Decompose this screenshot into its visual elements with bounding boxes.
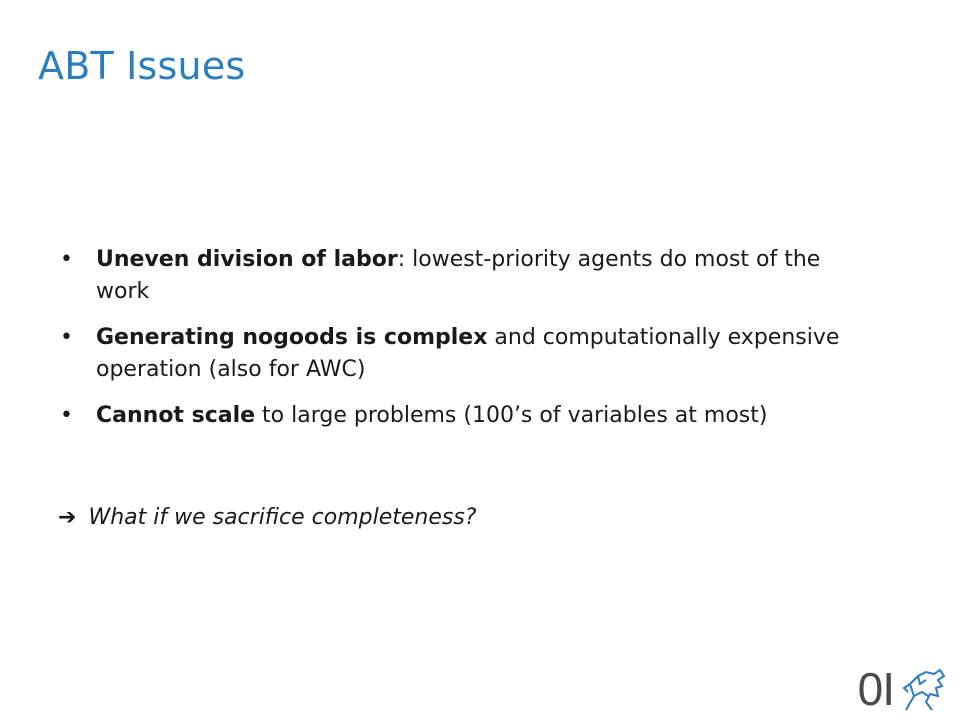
bullet-icon: • [60,325,73,350]
bullet-text: to large problems (100’s of variables at most) [255,403,768,428]
bullet-item [58,244,878,308]
bullet-item [58,322,878,386]
bullet-emphasis: Generating nogoods is complex [96,325,488,350]
bullet-icon: • [60,403,73,428]
slide-title: ABT Issues [38,44,246,88]
slide-content [58,244,878,446]
lion-logo-icon [900,666,948,712]
bullet-emphasis: Uneven division of labor [96,247,398,272]
bullet-text: : lowest-priority agents do most of the work [96,247,821,304]
bullet-text: and computationally expensive operation (also for AWC) [96,325,840,382]
bullet-list [58,244,878,432]
institution-logo [857,663,948,715]
conclusion-text: What if we sacrifice completeness? [88,505,477,530]
logo-text: 0I [857,663,894,715]
conclusion-line [58,502,476,534]
arrow-right-icon: ➔ [58,505,77,530]
bullet-icon: • [60,247,73,272]
bullet-item [58,400,878,432]
bullet-emphasis: Cannot scale [96,403,256,428]
